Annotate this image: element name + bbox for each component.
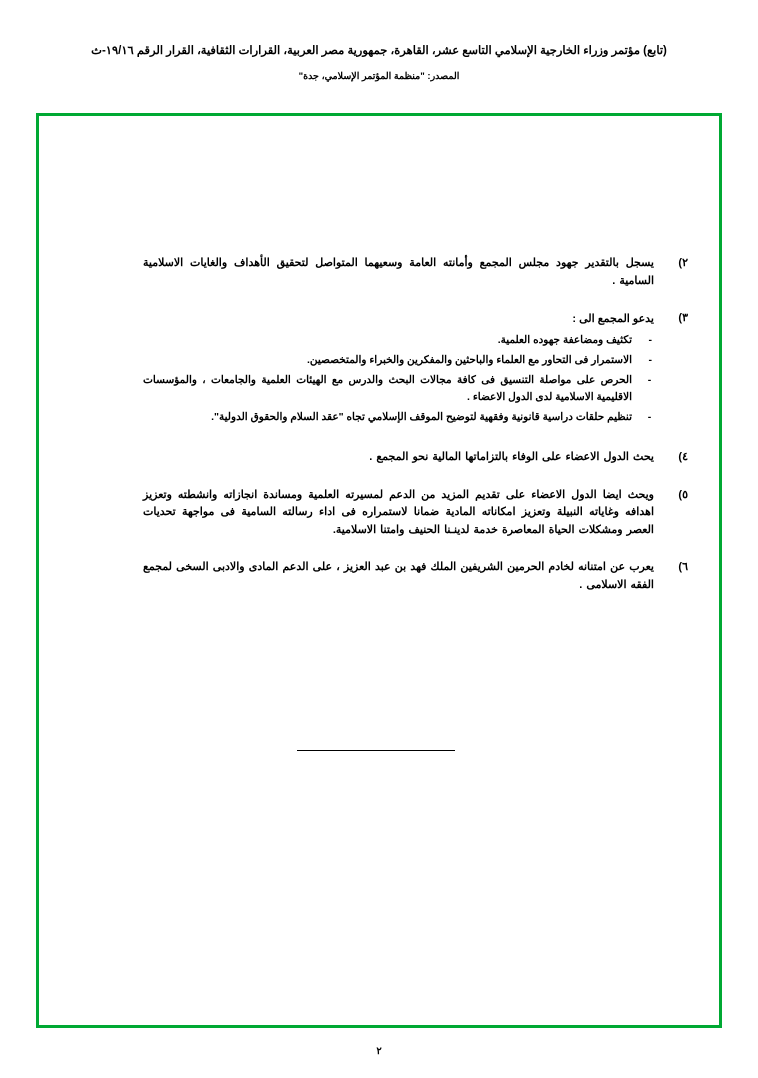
item-paragraph: يحث الدول الاعضاء على الوفاء بالتزاماتها المالية نحو المجمع . (369, 451, 654, 463)
item-body (143, 487, 654, 540)
dash-bullet-icon: - (648, 334, 652, 346)
list-item (143, 487, 688, 540)
list-item (143, 449, 688, 467)
list-item (143, 372, 654, 406)
dash-bullet-icon: - (647, 374, 652, 386)
item-body (143, 310, 654, 429)
item-body (143, 449, 654, 467)
list-item (143, 255, 688, 290)
item-bullet-list (143, 332, 654, 426)
item-lead-text: يدعو المجمع الى : (572, 313, 654, 325)
list-item (143, 559, 688, 594)
dash-bullet-icon: - (648, 354, 652, 366)
header-source: المصدر: "منظمة المؤتمر الإسلامي، جدة" (298, 71, 460, 82)
item-number: ٦) (678, 561, 688, 573)
list-item (143, 352, 654, 369)
bullet-text: تنظيم حلقات دراسية قانونية وفقهية لتوضيح الموقف الإسلامي تجاه "عقد السلام والحقوق الدولية". (211, 411, 632, 423)
bullet-text: تكثيف ومضاعفة جهوده العلمية. (497, 334, 632, 346)
item-paragraph: ويحث ايضا الدول الاعضاء على تقديم المزيد من الدعم لمسيرته العلمية ومساندة انجازاته وانشطته وتعزيز اهدافه وغاياته النبيلة وتعزيز امكاناته المادية ضمانا لاستمراره فى اداء رسالته السامية فى مواجهة تحديات العصر ومشكلات الحياة المعاصرة خدمة لدينـنا الحنيف وامتنا الاسلامية. (143, 488, 654, 536)
document-header (0, 42, 758, 84)
header-title: (تابع) مؤتمر وزراء الخارجية الإسلامي التاسع عشر، القاهرة، جمهورية مصر العربية، القرارات الثقافية، القرار الرقم ١٩/١٦-ث (91, 45, 667, 57)
dash-bullet-icon: - (647, 411, 652, 423)
item-body (143, 559, 654, 594)
horizontal-divider (297, 750, 455, 751)
item-number: ٣) (678, 312, 688, 324)
item-body (143, 255, 654, 290)
resolution-body (143, 255, 688, 614)
bullet-text: الاستمرار فى التحاور مع العلماء والباحثين والمفكرين والخبراء والمتخصصين. (306, 354, 632, 366)
list-item (143, 409, 654, 426)
list-item (143, 310, 688, 429)
bullet-text: الحرص على مواصلة التنسيق فى كافة مجالات البحث والدرس مع الهيئات العلمية والجامعات ، والمؤسسات الاقليمية الاسلامية لدى الدول الاعضاء . (143, 374, 632, 403)
item-paragraph: يسجل بالتقدير جهود مجلس المجمع وأمانته العامة وسعيهما المتواصل لتحقيق الأهداف والغايات الاسلامية السامية . (143, 257, 654, 287)
list-item (143, 332, 654, 349)
item-number: ٢) (678, 257, 688, 269)
item-number: ٥) (678, 488, 688, 501)
page-number: ٢ (376, 1046, 382, 1057)
item-paragraph: يعرب عن امتنانه لخادم الحرمين الشريفين الملك فهد بن عبد العزيز ، على الدعم المادى والادبى السخى لمجمع الفقه الاسلامى . (143, 561, 654, 591)
item-number: ٤) (678, 451, 688, 463)
